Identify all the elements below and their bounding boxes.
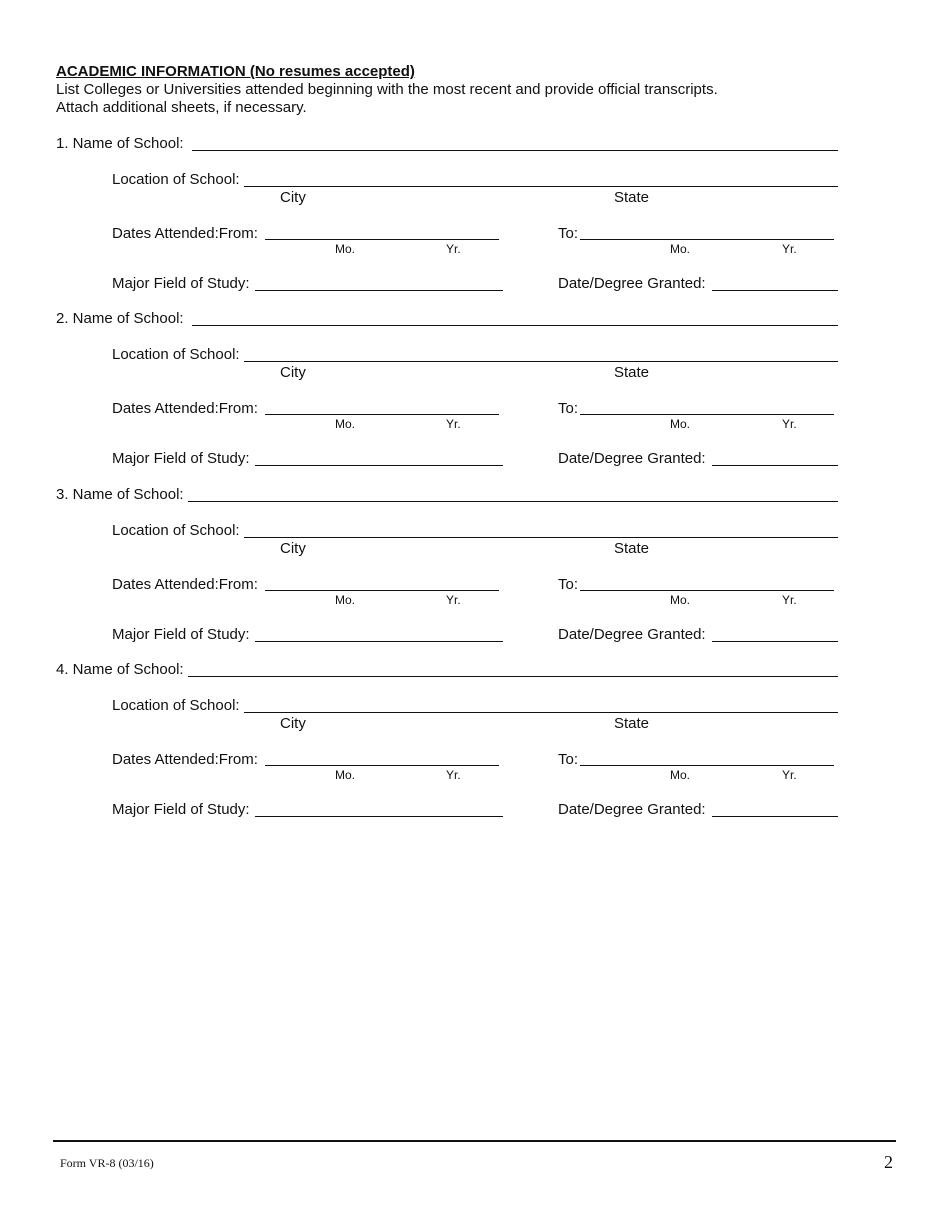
degree-field[interactable] (712, 816, 838, 817)
dates-from-label: Dates Attended:From: (112, 751, 258, 768)
to-label: To: (558, 576, 579, 593)
from-mo-caption: Mo. (335, 768, 356, 782)
from-yr-caption: Yr. (446, 768, 461, 782)
school-name-label: 1. Name of School: (56, 135, 184, 152)
to-mo-caption: Mo. (670, 417, 691, 431)
dates-to-field[interactable] (580, 414, 834, 415)
state-caption: State (614, 364, 650, 381)
dates-to-field[interactable] (580, 590, 834, 591)
from-yr-caption: Yr. (446, 593, 461, 607)
from-mo-caption: Mo. (335, 417, 356, 431)
instruction-line-1: List Colleges or Universities attended beginning with the most recent and provide official transcripts. (56, 81, 718, 98)
to-yr-caption: Yr. (782, 242, 797, 256)
to-yr-caption: Yr. (782, 417, 797, 431)
degree-field[interactable] (712, 641, 838, 642)
dates-from-label: Dates Attended:From: (112, 225, 258, 242)
from-yr-caption: Yr. (446, 417, 461, 431)
major-label: Major Field of Study: (112, 801, 250, 818)
to-label: To: (558, 225, 579, 242)
degree-field[interactable] (712, 465, 838, 466)
school-name-field[interactable] (188, 501, 838, 502)
page-number: 2 (884, 1152, 893, 1172)
major-field[interactable] (255, 641, 503, 642)
footer-rule (53, 1140, 896, 1142)
school-name-field[interactable] (192, 325, 838, 326)
state-caption: State (614, 715, 650, 732)
instruction-line-2: Attach additional sheets, if necessary. (56, 99, 307, 116)
city-caption: City (280, 189, 306, 206)
to-mo-caption: Mo. (670, 768, 691, 782)
location-field[interactable] (244, 361, 838, 362)
location-field[interactable] (244, 712, 838, 713)
location-field[interactable] (244, 537, 838, 538)
major-label: Major Field of Study: (112, 275, 250, 292)
location-label: Location of School: (112, 171, 240, 188)
city-caption: City (280, 715, 306, 732)
dates-from-field[interactable] (265, 239, 499, 240)
school-name-field[interactable] (192, 150, 838, 151)
degree-label: Date/Degree Granted: (558, 801, 706, 818)
school-name-label: 4. Name of School: (56, 661, 184, 678)
section-title: ACADEMIC INFORMATION (No resumes accepted) (56, 63, 415, 80)
major-field[interactable] (255, 816, 503, 817)
dates-to-field[interactable] (580, 765, 834, 766)
dates-from-field[interactable] (265, 765, 499, 766)
from-mo-caption: Mo. (335, 242, 356, 256)
major-label: Major Field of Study: (112, 450, 250, 467)
location-field[interactable] (244, 186, 838, 187)
dates-to-field[interactable] (580, 239, 834, 240)
major-label: Major Field of Study: (112, 626, 250, 643)
to-yr-caption: Yr. (782, 593, 797, 607)
state-caption: State (614, 189, 650, 206)
to-label: To: (558, 400, 579, 417)
dates-from-field[interactable] (265, 414, 499, 415)
city-caption: City (280, 540, 306, 557)
city-caption: City (280, 364, 306, 381)
to-mo-caption: Mo. (670, 593, 691, 607)
school-name-label: 2. Name of School: (56, 310, 184, 327)
state-caption: State (614, 540, 650, 557)
dates-from-label: Dates Attended:From: (112, 400, 258, 417)
location-label: Location of School: (112, 522, 240, 539)
dates-from-label: Dates Attended:From: (112, 576, 258, 593)
degree-field[interactable] (712, 290, 838, 291)
form-id: Form VR-8 (03/16) (60, 1156, 154, 1170)
to-yr-caption: Yr. (782, 768, 797, 782)
dates-from-field[interactable] (265, 590, 499, 591)
from-mo-caption: Mo. (335, 593, 356, 607)
to-mo-caption: Mo. (670, 242, 691, 256)
school-name-field[interactable] (188, 676, 838, 677)
location-label: Location of School: (112, 346, 240, 363)
from-yr-caption: Yr. (446, 242, 461, 256)
degree-label: Date/Degree Granted: (558, 450, 706, 467)
major-field[interactable] (255, 465, 503, 466)
degree-label: Date/Degree Granted: (558, 275, 706, 292)
major-field[interactable] (255, 290, 503, 291)
to-label: To: (558, 751, 579, 768)
degree-label: Date/Degree Granted: (558, 626, 706, 643)
location-label: Location of School: (112, 697, 240, 714)
school-name-label: 3. Name of School: (56, 486, 184, 503)
